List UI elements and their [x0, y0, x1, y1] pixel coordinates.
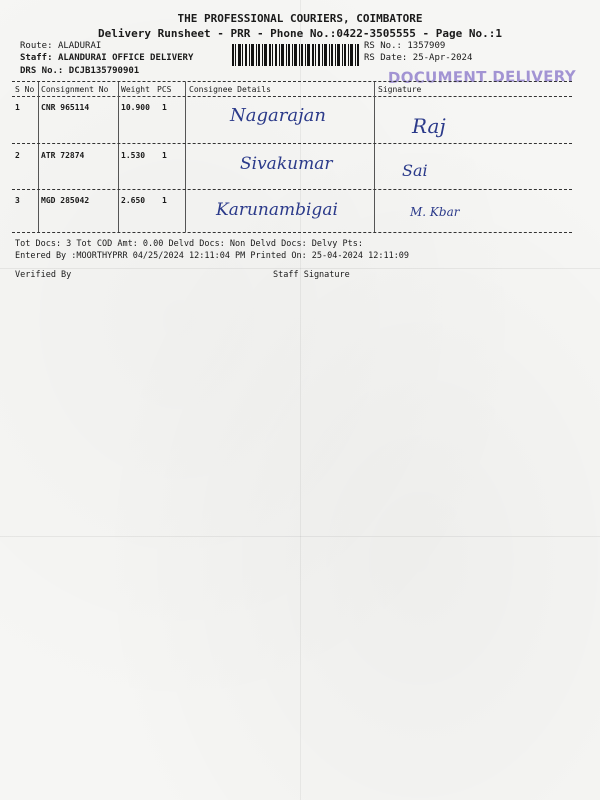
staff-signature-label: Staff Signature [273, 270, 350, 280]
runsheet-subtitle: Delivery Runsheet - PRR - Phone No.:0422-3505555 - Page No.:1 [98, 27, 502, 40]
row-consignment: MGD 285042 [41, 196, 90, 205]
col-sno-header: S No [15, 85, 35, 94]
row-pcs: 1 [162, 103, 167, 112]
row-rule [12, 143, 572, 144]
staff-label: Staff: [20, 53, 53, 63]
col-pcs-header: PCS [157, 85, 172, 94]
column-divider [38, 82, 39, 232]
column-divider [118, 82, 119, 232]
handwritten-consignee: Karunambigai [216, 200, 338, 220]
table-header-rule [12, 96, 572, 97]
table-top-rule [12, 81, 572, 82]
row-rule [12, 189, 572, 190]
rs-no-label: RS No.: [364, 41, 402, 51]
row-pcs: 1 [162, 151, 167, 160]
rs-date-label: RS Date: [364, 53, 408, 63]
row-sno: 1 [15, 103, 20, 112]
handwritten-signature: Sai [402, 161, 428, 180]
row-weight: 10.900 [121, 103, 150, 112]
rs-date-line [364, 53, 472, 63]
document-delivery-stamp: DOCUMENT DELIVERY [387, 67, 577, 87]
handwritten-consignee: Nagarajan [230, 105, 326, 126]
rs-no-line [364, 41, 445, 51]
column-divider [185, 82, 186, 232]
col-signature-header: Signature [378, 85, 422, 94]
drs-value: DCJB135790901 [68, 66, 140, 76]
barcode-image [232, 44, 360, 66]
handwritten-consignee: Sivakumar [240, 154, 333, 174]
col-weight-header: Weight [121, 85, 150, 94]
verified-by-label: Verified By [15, 270, 72, 280]
rs-no-value: 1357909 [407, 41, 446, 51]
route-label: Route: [20, 41, 53, 51]
column-divider [374, 82, 375, 232]
row-pcs: 1 [162, 196, 167, 205]
row-weight: 2.650 [121, 196, 146, 205]
staff-line [20, 53, 193, 63]
route-value: ALADURAI [57, 41, 102, 51]
handwritten-signature: M. Kbar [410, 205, 460, 219]
drs-label: DRS No.: [20, 66, 64, 76]
drs-line [20, 66, 139, 76]
row-consignment: ATR 72874 [41, 151, 85, 160]
entered-by-line: Entered By :MOORTHYPRR 04/25/2024 12:11:04 PM Printed On: 25-04-2024 12:11:09 [15, 251, 410, 261]
row-sno: 2 [15, 151, 20, 160]
staff-value: ALANDURAI OFFICE DELIVERY [57, 53, 194, 63]
row-sno: 3 [15, 196, 20, 205]
row-weight: 1.530 [121, 151, 146, 160]
rs-date-value: 25-Apr-2024 [412, 53, 473, 63]
row-consignment: CNR 965114 [41, 103, 90, 112]
table-bottom-rule [12, 232, 572, 233]
handwritten-signature: Raj [412, 114, 446, 138]
route-line [20, 41, 101, 51]
col-consignee-header: Consignee Details [189, 85, 271, 94]
totals-line: Tot Docs: 3 Tot COD Amt: 0.00 Delvd Docs: Non Delvd Docs: Delvy Pts: [15, 239, 363, 249]
col-consignment-header: Consignment No [41, 85, 109, 94]
company-title: THE PROFESSIONAL COURIERS, COIMBATORE [177, 12, 423, 25]
